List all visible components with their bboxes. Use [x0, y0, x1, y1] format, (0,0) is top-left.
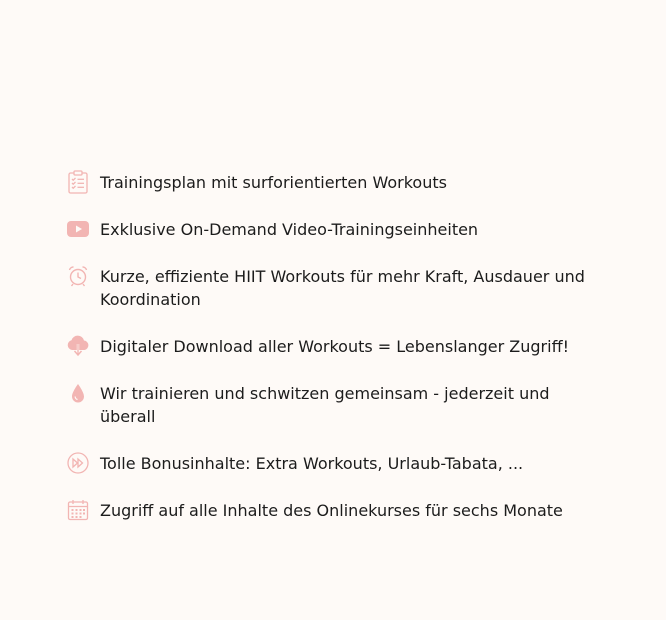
feature-label: Kurze, effiziente HIIT Workouts für mehr Kraft, Ausdauer und Koordination: [100, 267, 585, 309]
feature-label: Digitaler Download aller Workouts = Lebenslanger Zugriff!: [100, 337, 570, 356]
feature-label: Wir trainieren und schwitzen gemeinsam - jederzeit und überall: [100, 384, 550, 426]
fast-forward-icon: [66, 451, 90, 475]
calendar-icon: [66, 498, 90, 522]
list-item: [66, 498, 606, 522]
alarm-clock-icon: [66, 264, 90, 288]
clipboard-checklist-icon: [66, 170, 90, 194]
video-play-icon: [66, 217, 90, 241]
list-item: [66, 217, 606, 241]
feature-label: Exklusive On-Demand Video-Trainingseinheiten: [100, 220, 479, 239]
feature-list: [66, 170, 606, 545]
feature-label: Tolle Bonusinhalte: Extra Workouts, Urlaub-Tabata, ...: [100, 454, 524, 473]
feature-label: Trainingsplan mit surforientierten Workouts: [100, 173, 447, 192]
feature-label: Zugriff auf alle Inhalte des Onlinekurses für sechs Monate: [100, 501, 563, 520]
sweat-drop-icon: [66, 381, 90, 405]
cloud-download-icon: [66, 334, 90, 358]
list-item: [66, 264, 606, 311]
list-item: [66, 451, 606, 475]
list-item: [66, 170, 606, 194]
list-item: [66, 381, 606, 428]
list-item: [66, 334, 606, 358]
